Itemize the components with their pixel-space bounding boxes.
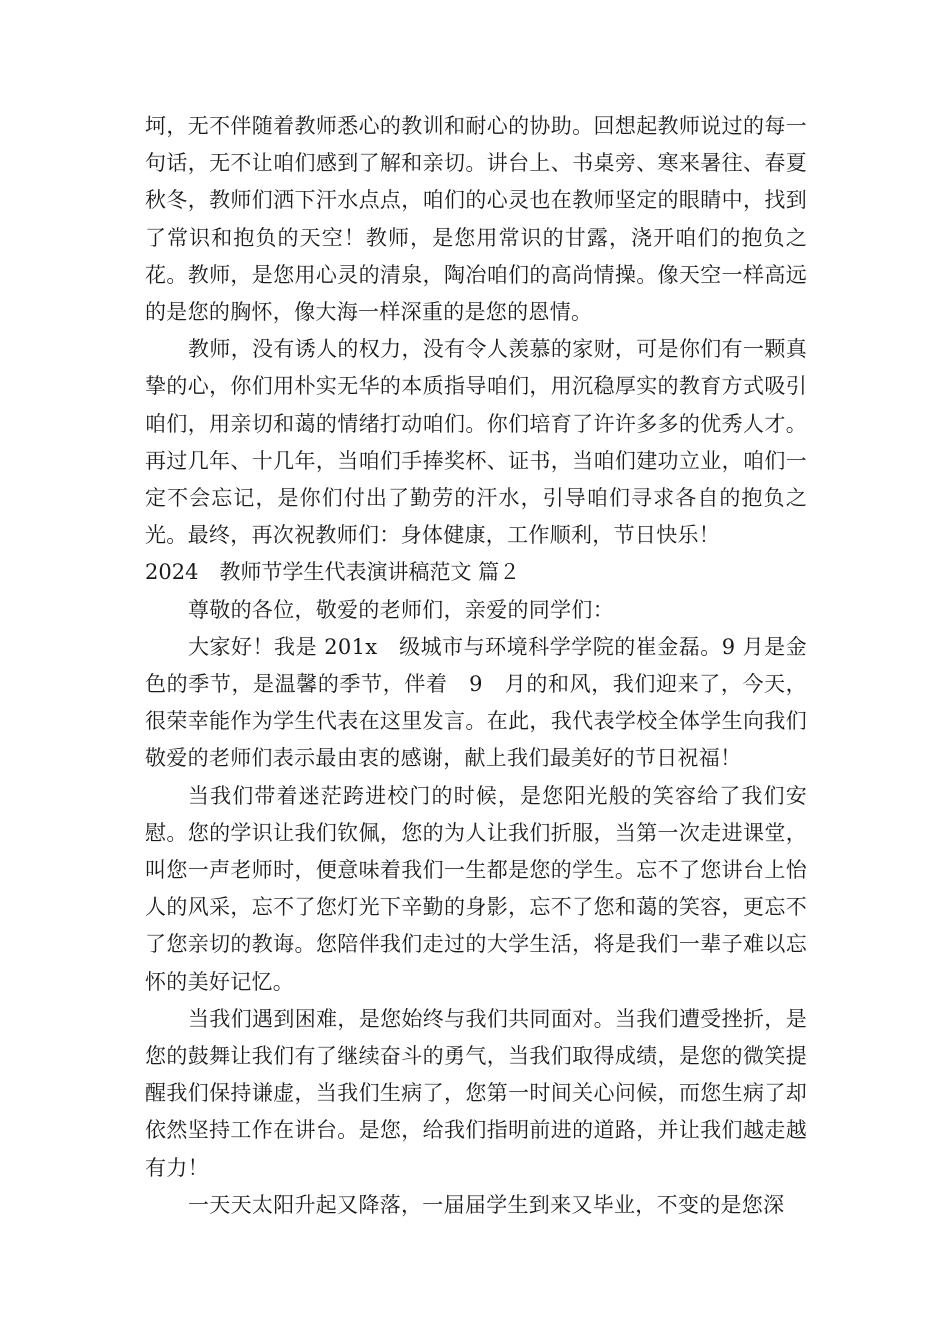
paragraph-memories: 当我们带着迷茫跨进校门的时候，是您阳光般的笑容给了我们安慰。您的学识让我们钦佩，您的为人让我们折服，当第一次走进课堂，叫您一声老师时，便意味着我们一生都是您的学生。忘不了您讲台上怡人的风采，忘不了您灯光下辛勤的身影，忘不了您和蔼的笑容，更忘不了您亲切的教诲。您陪伴我们走过的大学生活，将是我们一辈子难以忘怀的美好记忆。 — [145, 783, 807, 994]
paragraph-salutation: 尊敬的各位，敬爱的老师们，亲爱的同学们： — [188, 597, 614, 622]
paragraph-continuation: 坷，无不伴随着教师悉心的教训和耐心的协助。回想起教师说过的每一句话，无不让咱们感到了解和亲切。讲台上、书桌旁、寒来暑往、春夏秋冬，教师们洒下汗水点点，咱们的心灵也在教师坚定的眼睛中，找到了常识和抱负的天空！教师，是您用常识的甘露，浇开咱们的抱负之花。教师，是您用心灵的清泉，陶冶咱们的高尚情操。像天空一样高远的是您的胸怀，像大海一样深重的是您的恩情。 — [145, 114, 807, 325]
paragraph-teachers-tribute: 教师，没有诱人的权力，没有令人羡慕的家财，可是你们有一颗真挚的心，你们用朴实无华的本质指导咱们，用沉稳厚实的教育方式吸引咱们，用亲切和蔼的情绪打动咱们。你们培育了许许多多的优秀人才。再过几年、十几年，当咱们手捧奖杯、证书，当咱们建功立业，咱们一定不会忘记，是你们付出了勤劳的汗水，引导咱们寻求各自的抱负之光。最终，再次祝教师们：身体健康，工作顺利，节日快乐！ — [145, 337, 807, 548]
document-body — [145, 108, 807, 1224]
paragraph-introduction: 大家好！我是 201x 级城市与环境科学学院的崔金磊。9 月是金色的季节，是温馨的季节，伴着 9 月的和风，我们迎来了，今天，很荣幸能作为学生代表在这里发言。在此，我代表学校全体学生向我们敬爱的老师们表示最由衷的感谢，献上我们最美好的节日祝福！ — [145, 634, 807, 771]
paragraph-support: 当我们遇到困难，是您始终与我们共同面对。当我们遭受挫折，是您的鼓舞让我们有了继续奋斗的勇气，当我们取得成绩，是您的微笑提醒我们保持谦虚，当我们生病了，您第一时间关心问候，而您生病了却依然坚持工作在讲台。是您，给我们指明前进的道路，并让我们越走越有力！ — [145, 1006, 807, 1180]
section-heading: 2024 教师节学生代表演讲稿范文 篇２ — [145, 560, 521, 585]
paragraph-closing-fragment: 一天天太阳升起又降落，一届届学生到来又毕业，不变的是您深 — [188, 1192, 785, 1217]
